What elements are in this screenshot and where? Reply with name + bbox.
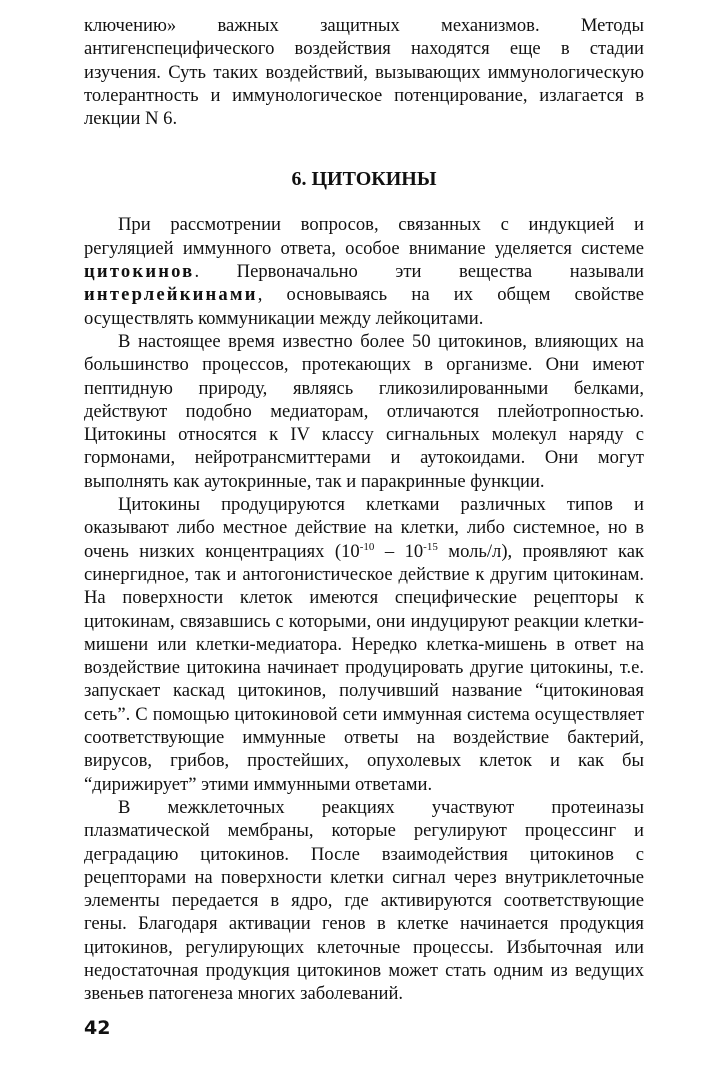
paragraph-3-text-1: Цитокины продуцируются клетками различных типов и оказывают либо местное действие на клетки, либо системное, но в очень низких концентрациях (10 [84, 494, 644, 562]
term-cytokines: цитокинов [84, 261, 195, 283]
paragraph-3 [84, 493, 644, 796]
paragraph-3-text-2: – 10 [374, 540, 424, 562]
paragraph-3-text-3: моль/л), проявляют как синергидное, так и антогонистическое действие к другим цитокинам. На поверхности клеток имеются специфические рецепторы к цитокинам, связавшись с которыми, они индуцируют реакции клетки-мишени или клетки-медиатора. Нередко клетка-мишень в ответ на воздействие цитокина начинает продуцировать другие цитокины, т.е. запускает каскад цитокинов, получивший название “цитокиновая сеть”. С помощью цитокиновой сети иммунная система осуществляет соответствующие иммунные ответы на воздействие бактерий, вирусов, грибов, простейших, опухолевых клеток и как бы “дирижирует” этими иммунными ответами. [84, 540, 644, 795]
paragraph-1-text-1: При рассмотрении вопросов, связанных с индукцией и регуляцией иммунного ответа, особое внимание уделяется системе [84, 214, 644, 259]
paragraph-1-text-2: . Первоначально эти вещества называли [194, 261, 644, 283]
paragraph-1 [84, 213, 644, 329]
paragraph-2: В настоящее время известно более 50 цитокинов, влияющих на большинство процессов, протекающих в организме. Они имеют пептидную природу, являясь гликозилированными белками, действуют подобно медиаторам, отличаются плейотропностью. Цитокины относятся к IV классу сигнальных молекул наряду с гормонами, нейротрансмиттерами и аутокоидами. Они могут выполнять как аутокринные, так и паракринные функции. [84, 330, 644, 492]
term-interleukins: интерлейкинами [84, 284, 258, 306]
book-page [84, 14, 644, 1074]
exponent-1: -10 [359, 540, 375, 553]
paragraph-4: В межклеточных реакциях участвуют протеиназы плазматической мембраны, которые регулируют процессинг и деградацию цитокинов. После взаимодействия цитокинов с рецепторами на поверхности клетки сигнал через внутриклеточные элементы передается в ядро, где активируются соответствующие гены. Благодаря активации генов в клетке начинается продукция цитокинов, регулирующих клеточные процессы. Избыточная или недостаточная продукция цитокинов может стать одним из ведущих звеньев патогенеза многих заболеваний. [84, 796, 644, 1005]
intro-paragraph: ключению» важных защитных механизмов. Методы антигенспецифического воздействия находятся еще в стадии изучения. Суть таких воздействий, вызывающих иммунологическую толерантность и иммунологическое потенцирование, излагается в лекции N 6. [84, 15, 644, 130]
paragraph-1-text-3: , основываясь на их общем свойстве осуществлять коммуникации между лейкоцитами. [84, 284, 644, 329]
page-number: 42 [84, 1017, 111, 1039]
exponent-2: -15 [423, 540, 438, 553]
section-title: 6. ЦИТОКИНЫ [291, 168, 437, 191]
